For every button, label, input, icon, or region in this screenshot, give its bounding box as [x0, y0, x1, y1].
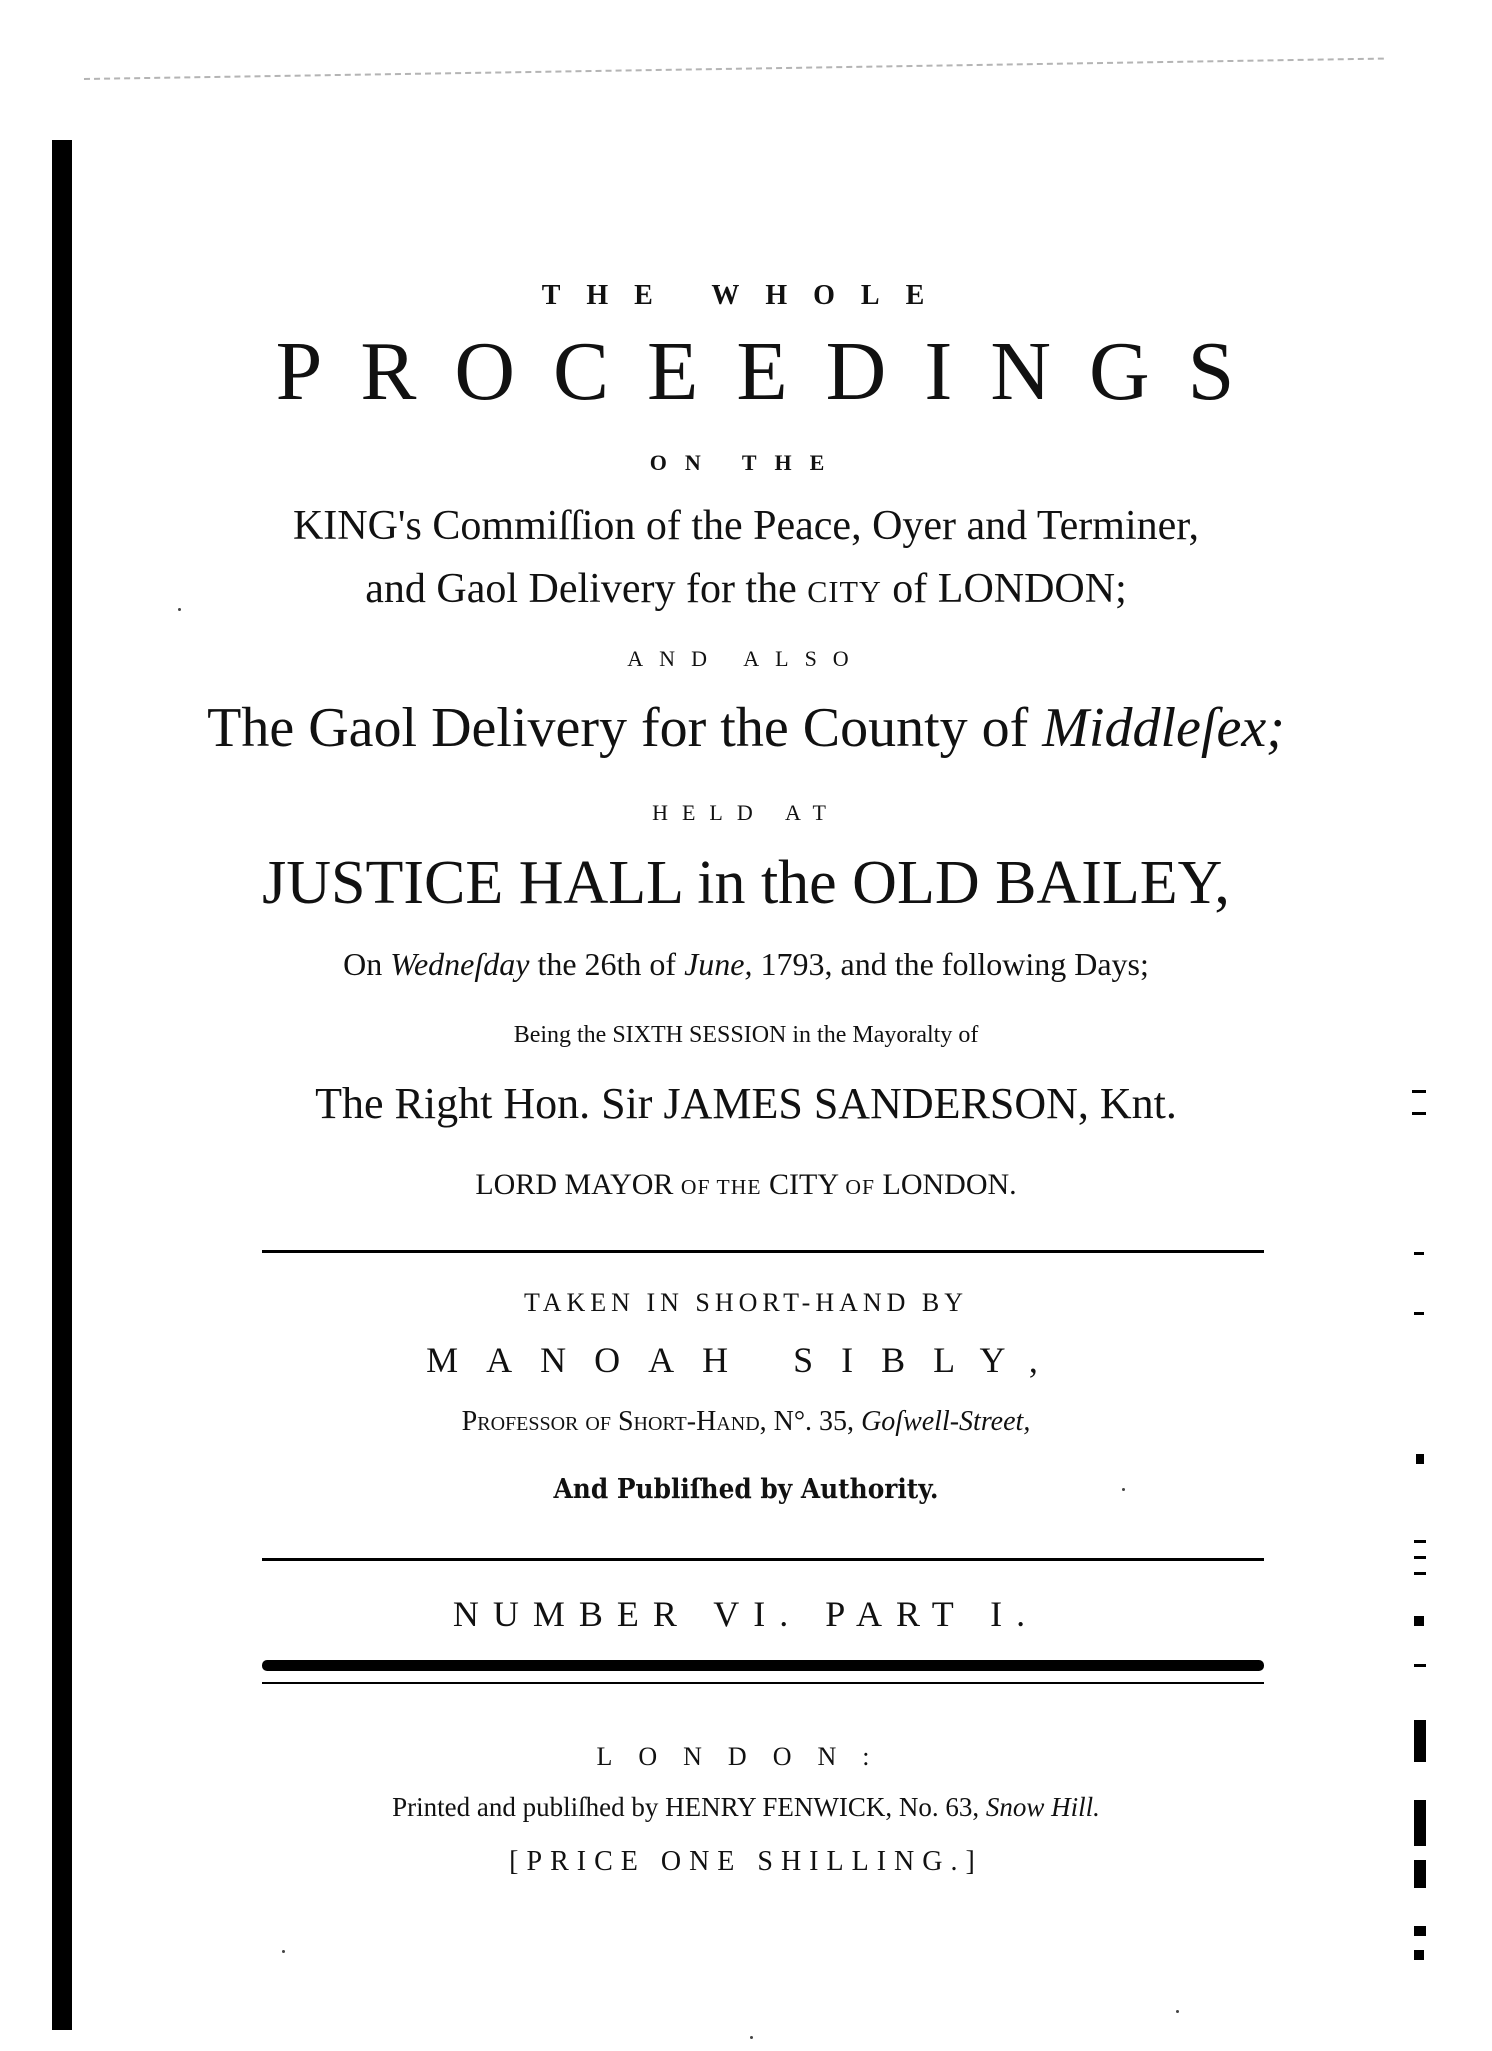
professor-line: [0, 1408, 1492, 1436]
the-whole-heading: THE WHOLE: [541, 280, 951, 311]
number-part-line: NUMBER VI. PART I.: [452, 1594, 1040, 1634]
city-word: CITY: [807, 575, 882, 609]
address-number: N°. 35,: [773, 1406, 855, 1437]
on-the-heading: ON THE: [649, 450, 843, 475]
margin-mark: [1414, 1540, 1426, 1543]
divider-rule-2: [262, 1558, 1264, 1561]
session-line: Being the SIXTH SESSION in the Mayoralty of: [513, 1022, 979, 1048]
held-at-heading: HELD AT: [652, 800, 840, 825]
speck: [750, 2036, 753, 2039]
margin-mark: [1414, 1556, 1426, 1559]
gaol-delivery-suffix: of LONDON;: [892, 566, 1127, 612]
date-suffix: and the following Days;: [840, 946, 1149, 982]
thin-rule: [262, 1682, 1264, 1684]
street-name: Goſwell-Street,: [861, 1406, 1031, 1437]
speck: [1176, 2010, 1179, 2013]
margin-mark: [1416, 1454, 1424, 1464]
margin-mark: [1414, 1950, 1424, 1960]
venue-line: JUSTICE HALL in the OLD BAILEY,: [262, 849, 1230, 917]
speck: [1122, 1488, 1125, 1491]
margin-mark: [1414, 1616, 1424, 1626]
date-line: [0, 948, 1492, 980]
taken-shorthand-line: TAKEN IN SHORT-HAND BY: [523, 1288, 969, 1317]
margin-mark: [1414, 1312, 1424, 1315]
divider-rule-1: [262, 1250, 1264, 1253]
mayor-title-part3: CITY: [769, 1168, 838, 1201]
mayor-title-part2: OF THE: [680, 1175, 762, 1199]
county-name: Middleſex;: [1042, 697, 1285, 759]
date-year: 1793,: [760, 946, 833, 982]
and-also-heading: AND ALSO: [627, 646, 865, 671]
mayor-title-part4: OF: [845, 1175, 876, 1199]
printer-line: [0, 1794, 1492, 1821]
margin-mark: [1414, 1572, 1426, 1575]
published-by-authority: And Publiſhed by Authority.: [553, 1474, 939, 1505]
margin-mark: [1414, 1800, 1426, 1846]
mayor-title-line: [0, 1170, 1492, 1200]
margin-mark: [1414, 1664, 1426, 1667]
margin-mark: [1412, 1090, 1426, 1093]
margin-mark: [1414, 1252, 1424, 1255]
gaol-delivery-prefix: and Gaol Delivery for the: [365, 566, 797, 612]
date-prefix: On: [343, 946, 383, 982]
county-prefix: The Gaol Delivery for the County of: [207, 697, 1029, 759]
speck: [282, 1950, 285, 1953]
county-line: [0, 697, 1492, 759]
mayor-title-part1: LORD MAYOR: [475, 1168, 674, 1201]
margin-mark: [1412, 1112, 1426, 1115]
scan-edge-line: [84, 58, 1384, 80]
mayor-title-part5: LONDON.: [882, 1168, 1017, 1201]
commission-line: KING's Commiſſion of the Peace, Oyer and Terminer,: [292, 503, 1200, 549]
thick-rule: [262, 1660, 1264, 1671]
proceedings-title: PROCEEDINGS: [275, 325, 1273, 418]
date-month: June,: [684, 946, 753, 982]
date-day: Wedneſday: [390, 946, 530, 982]
margin-mark: [1414, 1926, 1426, 1936]
printer-text: Printed and publiſhed by HENRY FENWICK, No. 63,: [392, 1792, 980, 1822]
professor-title: Professor of Short-Hand,: [461, 1406, 767, 1437]
speck: [178, 608, 181, 611]
reporter-name: MANOAH SIBLY,: [426, 1340, 1066, 1380]
date-mid: the 26th of: [537, 946, 677, 982]
gaol-delivery-line: [0, 568, 1492, 610]
mayor-name-line: The Right Hon. Sir JAMES SANDERSON, Knt.: [315, 1079, 1177, 1128]
imprint-city: LONDON:: [596, 1742, 896, 1771]
printer-place: Snow Hill.: [985, 1792, 1100, 1822]
margin-mark: [1414, 1860, 1426, 1888]
price-line: [PRICE ONE SHILLING.]: [509, 1846, 983, 1877]
margin-mark: [1414, 1720, 1426, 1762]
